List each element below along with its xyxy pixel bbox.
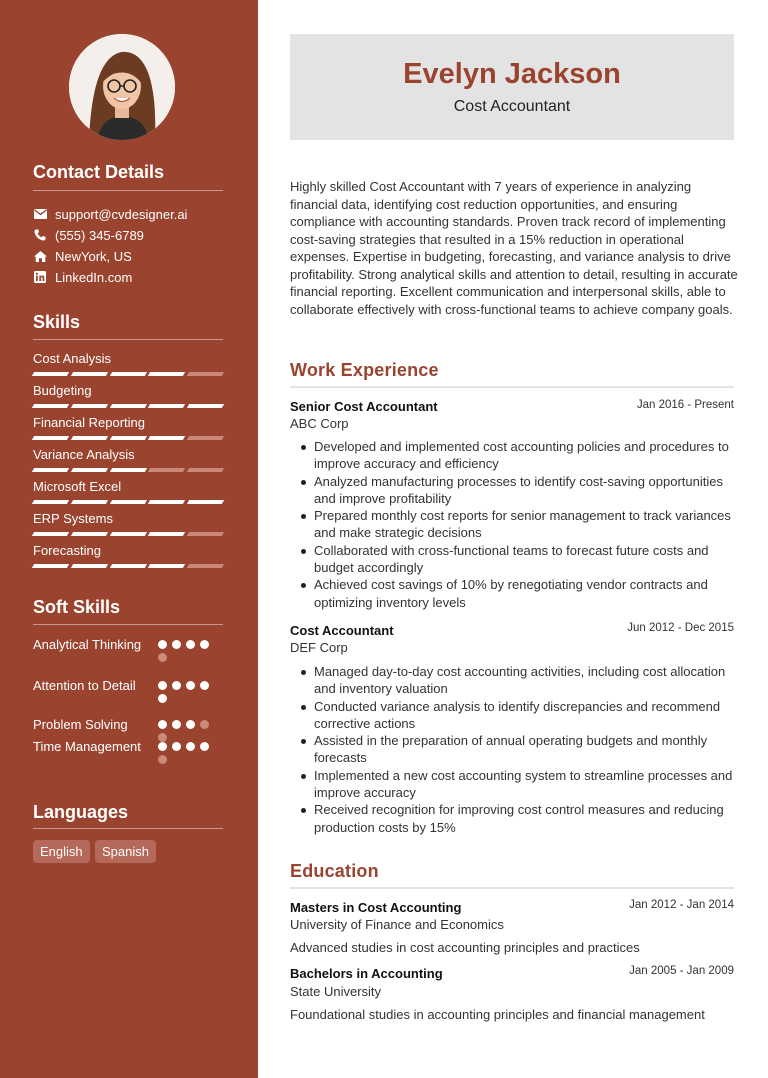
education-divider bbox=[290, 887, 734, 889]
main-content bbox=[258, 0, 768, 1078]
skill-level-segment bbox=[187, 532, 224, 536]
skill-level-segment bbox=[187, 500, 224, 504]
skill-level-segment bbox=[148, 564, 185, 568]
skill-level-segment bbox=[148, 404, 185, 408]
envelope-icon bbox=[33, 207, 47, 221]
skill-level-segment bbox=[71, 404, 108, 408]
skill-level-bar bbox=[33, 532, 223, 536]
list-item: Managed day-to-day cost accounting activities, including cost allocation and inventory valuation bbox=[298, 663, 738, 698]
school-name: State University bbox=[290, 984, 382, 999]
soft-skill-rating bbox=[158, 640, 218, 662]
rating-dot bbox=[186, 720, 195, 729]
list-item: Achieved cost savings of 10% by renegotiating vendor contracts and optimizing inventory levels bbox=[298, 576, 738, 611]
skill-level-segment bbox=[32, 404, 69, 408]
work-experience-heading: Work Experience bbox=[290, 360, 439, 380]
list-item: Collaborated with cross-functional teams to forecast future costs and budget accordingly bbox=[298, 542, 738, 577]
contact-phone[interactable] bbox=[33, 226, 144, 244]
avatar bbox=[69, 34, 175, 140]
skill-level-segment bbox=[32, 436, 69, 440]
rating-dot bbox=[186, 681, 195, 690]
soft-skill-rating bbox=[158, 681, 218, 703]
soft-skill-label: Problem Solving bbox=[33, 717, 128, 732]
rating-dot bbox=[172, 681, 181, 690]
list-item: Developed and implemented cost accounting policies and procedures to improve accuracy and efficiency bbox=[298, 438, 738, 473]
rating-dot bbox=[158, 681, 167, 690]
skill-level-segment bbox=[32, 500, 69, 504]
job-bullets bbox=[298, 663, 738, 836]
name-header bbox=[290, 34, 734, 140]
work-experience-divider bbox=[290, 386, 734, 388]
rating-dot bbox=[172, 640, 181, 649]
skill-level-segment bbox=[32, 372, 69, 376]
rating-dot bbox=[158, 694, 167, 703]
skill-level-segment bbox=[71, 564, 108, 568]
soft-skill-label: Attention to Detail bbox=[33, 678, 136, 693]
profile-photo bbox=[69, 34, 175, 140]
school-name: University of Finance and Economics bbox=[290, 917, 504, 932]
rating-dot bbox=[158, 755, 167, 764]
candidate-title: Cost Accountant bbox=[453, 98, 571, 115]
degree-title: Bachelors in Accounting bbox=[290, 966, 443, 981]
skill-level-segment bbox=[109, 372, 146, 376]
contact-divider bbox=[33, 190, 223, 191]
skill-level-bar bbox=[33, 436, 223, 440]
phone-icon bbox=[33, 228, 47, 242]
list-item: Analyzed manufacturing processes to identify cost-saving opportunities and improve profitability bbox=[298, 473, 738, 508]
skill-level-segment bbox=[32, 532, 69, 536]
rating-dot bbox=[200, 640, 209, 649]
education-dates: Jan 2012 - Jan 2014 bbox=[629, 899, 734, 911]
language-pill: English bbox=[33, 840, 90, 863]
candidate-name: Evelyn Jackson bbox=[403, 58, 621, 90]
rating-dot bbox=[186, 640, 195, 649]
skill-level-segment bbox=[187, 468, 224, 472]
contact-linkedin-text: LinkedIn.com bbox=[55, 269, 133, 285]
job-company: ABC Corp bbox=[290, 416, 349, 431]
education-description: Foundational studies in accounting principles and financial management bbox=[290, 1007, 705, 1022]
skill-level-segment bbox=[148, 372, 185, 376]
home-icon bbox=[33, 249, 47, 263]
skill-level-bar bbox=[33, 564, 223, 568]
sidebar bbox=[0, 0, 258, 1078]
skill-level-segment bbox=[71, 500, 108, 504]
skill-label: Microsoft Excel bbox=[33, 479, 122, 494]
skill-level-bar bbox=[33, 372, 223, 376]
rating-dot bbox=[158, 720, 167, 729]
degree-title: Masters in Cost Accounting bbox=[290, 900, 462, 915]
skill-level-segment bbox=[148, 500, 185, 504]
rating-dot bbox=[172, 742, 181, 751]
skills-divider bbox=[33, 339, 223, 340]
skill-level-segment bbox=[187, 404, 224, 408]
list-item: Prepared monthly cost reports for senior management to track variances and make strategic decisions bbox=[298, 507, 738, 542]
rating-dot bbox=[158, 640, 167, 649]
soft-skills-divider bbox=[33, 624, 223, 625]
list-item: Received recognition for improving cost control measures and reducing production costs by 15% bbox=[298, 801, 738, 836]
job-dates: Jun 2012 - Dec 2015 bbox=[627, 622, 734, 634]
languages-heading: Languages bbox=[33, 802, 129, 822]
contact-location bbox=[33, 247, 132, 265]
skill-level-segment bbox=[109, 564, 146, 568]
skill-label: Forecasting bbox=[33, 543, 101, 558]
skill-level-segment bbox=[148, 532, 185, 536]
contact-linkedin[interactable] bbox=[33, 268, 132, 286]
skill-level-segment bbox=[32, 564, 69, 568]
education-dates: Jan 2005 - Jan 2009 bbox=[629, 965, 734, 977]
rating-dot bbox=[158, 742, 167, 751]
contact-phone-text: (555) 345-6789 bbox=[55, 227, 144, 243]
contact-email-text: support@cvdesigner.ai bbox=[55, 206, 188, 222]
skill-level-segment bbox=[71, 372, 108, 376]
soft-skill-label: Analytical Thinking bbox=[33, 637, 142, 652]
skill-level-segment bbox=[148, 468, 185, 472]
skill-level-segment bbox=[109, 468, 146, 472]
soft-skill-rating bbox=[158, 742, 218, 764]
rating-dot bbox=[158, 733, 167, 742]
education-description: Advanced studies in cost accounting principles and practices bbox=[290, 940, 640, 955]
languages-divider bbox=[33, 828, 223, 829]
job-company: DEF Corp bbox=[290, 640, 348, 655]
skill-level-bar bbox=[33, 468, 223, 472]
soft-skill-label: Time Management bbox=[33, 739, 141, 754]
skills-heading: Skills bbox=[33, 312, 81, 332]
skill-label: Budgeting bbox=[33, 383, 92, 398]
skill-level-segment bbox=[32, 468, 69, 472]
language-pill: Spanish bbox=[95, 840, 156, 863]
skill-level-segment bbox=[71, 468, 108, 472]
skill-level-segment bbox=[109, 532, 146, 536]
rating-dot bbox=[200, 681, 209, 690]
skill-level-segment bbox=[71, 532, 108, 536]
contact-email[interactable] bbox=[33, 205, 187, 223]
rating-dot bbox=[158, 653, 167, 662]
job-dates: Jan 2016 - Present bbox=[636, 399, 734, 411]
rating-dot bbox=[186, 742, 195, 751]
skill-label: Financial Reporting bbox=[33, 415, 146, 430]
skill-label: ERP Systems bbox=[33, 511, 113, 526]
rating-dot bbox=[200, 720, 209, 729]
skill-level-segment bbox=[187, 564, 224, 568]
list-item: Implemented a new cost accounting system to streamline processes and improve accuracy bbox=[298, 767, 738, 802]
contact-heading: Contact Details bbox=[33, 162, 165, 182]
skill-level-segment bbox=[187, 436, 224, 440]
linkedin-icon bbox=[33, 270, 47, 284]
skill-level-bar bbox=[33, 404, 223, 408]
skill-label: Cost Analysis bbox=[33, 351, 112, 366]
job-role: Senior Cost Accountant bbox=[290, 399, 438, 414]
skill-level-segment bbox=[187, 372, 224, 376]
skill-label: Variance Analysis bbox=[33, 447, 135, 462]
rating-dot bbox=[172, 720, 181, 729]
skill-level-bar bbox=[33, 500, 223, 504]
contact-location-text: NewYork, US bbox=[55, 248, 132, 264]
job-bullets bbox=[298, 438, 738, 611]
skill-level-segment bbox=[148, 436, 185, 440]
skill-level-segment bbox=[109, 500, 146, 504]
education-heading: Education bbox=[290, 861, 379, 881]
skill-level-segment bbox=[71, 436, 108, 440]
profile-summary: Highly skilled Cost Accountant with 7 years of experience in analyzing financial data, identifying cost reduction opportunities, and ensuring compliance with accounting standards. Proven track record of implementing cost-saving strategies that resulted in a 15% reduction in operational expenses. Expertise in budgeting, forecasting, and variance analysis to drive profitability. Strong analytical skills and attention to detail, resulting in accurate financial reporting. Excellent communication and interpersonal skills, able to collaborate effectively with cross-functional teams to achieve company goals. bbox=[290, 179, 738, 317]
job-role: Cost Accountant bbox=[290, 623, 394, 638]
skill-level-segment bbox=[109, 404, 146, 408]
list-item: Assisted in the preparation of annual operating budgets and monthly forecasts bbox=[298, 732, 738, 767]
list-item: Conducted variance analysis to identify discrepancies and recommend corrective actions bbox=[298, 698, 738, 733]
rating-dot bbox=[200, 742, 209, 751]
skill-level-segment bbox=[109, 436, 146, 440]
soft-skills-heading: Soft Skills bbox=[33, 597, 121, 617]
soft-skill-rating bbox=[158, 720, 218, 742]
